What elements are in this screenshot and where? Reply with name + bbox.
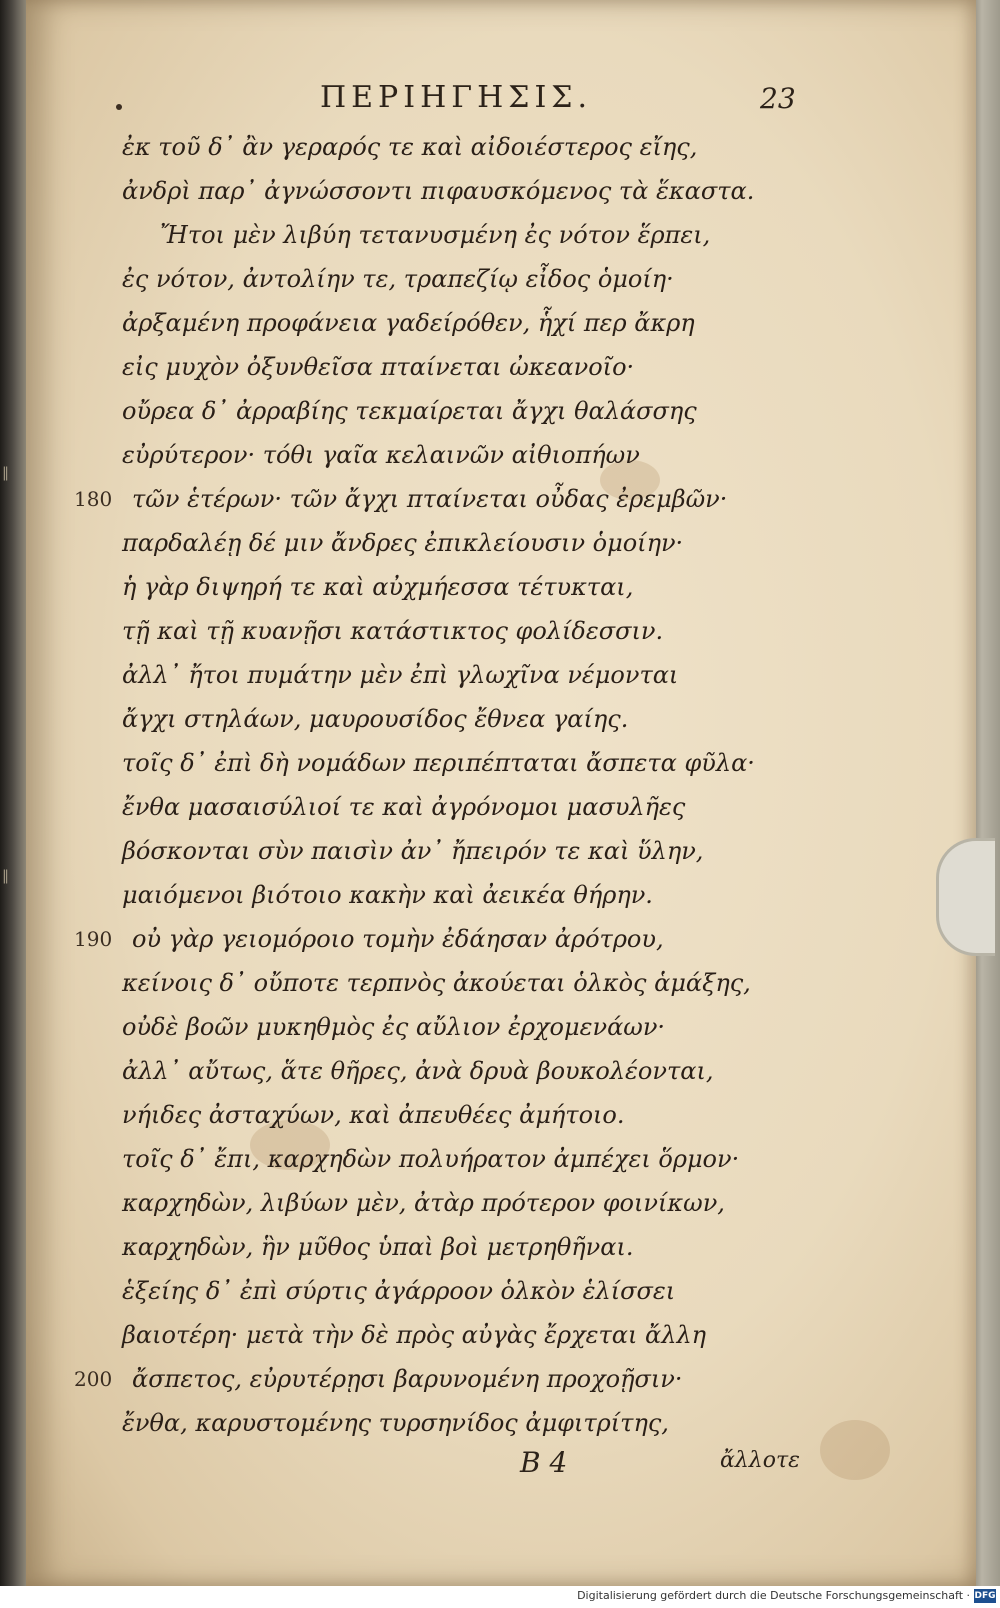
page-clip-tab [936, 838, 995, 956]
text-line: οὔρεα δ᾽ ἀρραβίης τεκμαίρεται ἄγχι θαλάσσης [122, 397, 697, 425]
head-ornament-dot [116, 104, 122, 110]
page-number: 23 [760, 82, 796, 115]
funding-credit: Digitalisierung gefördert durch die Deutsche Forschungsgemeinschaft · [577, 1589, 970, 1602]
book-binding-edge [0, 0, 26, 1586]
text-line: ἐκ τοῦ δ᾽ ἂν γεραρός τε καὶ αἰδοιέστερος εἴης, [122, 133, 698, 161]
text-line: ἔνθα, καρυστομένης τυρσηνίδος ἀμφιτρίτης, [122, 1409, 669, 1437]
text-line: ἡ γὰρ διψηρή τε καὶ αὐχμήεσσα τέτυκται, [122, 573, 634, 601]
verse-number: 200 [74, 1367, 113, 1391]
verse-number: 180 [74, 487, 113, 511]
text-line: ἀνδρὶ παρ᾽ ἀγνώσσοντι πιφαυσκόμενος τὰ ἕκαστα. [122, 177, 755, 205]
text-line: ἀλλ᾽ αὔτως, ἅτε θῆρες, ἀνὰ δρυὰ βουκολέονται, [122, 1057, 714, 1085]
text-line: ἄσπετος, εὐρυτέρῃσι βαρυνομένη προχοῇσιν· [132, 1365, 683, 1393]
catchword: ἄλλοτε [720, 1448, 800, 1473]
verse-number: 190 [74, 927, 113, 951]
text-line: Ἤτοι μὲν λιβύη τετανυσμένη ἐς νότον ἕρπει, [160, 221, 711, 249]
running-head: ΠΕΡΙΗΓΗΣΙΣ. [320, 80, 593, 115]
text-line: ἐς νότον, ἀντολίην τε, τραπεζίῳ εἶδος ὁμοίη· [122, 265, 674, 293]
text-line: τοῖς δ᾽ ἔπι, καρχηδὼν πολυήρατον ἀμπέχει ὅρμον· [122, 1145, 740, 1173]
text-line: ἄγχι στηλάων, μαυρουσίδος ἔθνεα γαίης. [122, 705, 629, 733]
text-line: εὐρύτερον· τόθι γαῖα κελαινῶν αἰθιοπήων [122, 441, 640, 469]
text-line: τῇ καὶ τῇ κυανῇσι κατάστικτος φολίδεσσιν. [122, 617, 664, 645]
text-line: παρδαλέῃ δέ μιν ἄνδρες ἐπικλείουσιν ὁμοίην· [122, 529, 684, 557]
text-line: βαιοτέρη· μετὰ τὴν δὲ πρὸς αὐγὰς ἔρχεται ἄλλη [122, 1321, 707, 1349]
signature-mark: B 4 [520, 1446, 568, 1479]
text-line: τοῖς δ᾽ ἐπὶ δὴ νομάδων περιπέπταται ἄσπετα φῦλα· [122, 749, 755, 777]
text-line: νήιδες ἀσταχύων, καὶ ἀπευθέες ἀμήτοιο. [122, 1101, 625, 1129]
digitization-footer [0, 1586, 1000, 1608]
dfg-logo: DFG [974, 1591, 996, 1601]
text-line: κείνοις δ᾽ οὔποτε τερπνὸς ἀκούεται ὁλκὸς ἁμάξης, [122, 969, 751, 997]
text-line: βόσκονται σὺν παισὶν ἀν᾽ ἤπειρόν τε καὶ ὕλην, [122, 837, 704, 865]
text-line: ἀρξαμένη προφάνεια γαδείρόθεν, ἧχί περ ἄκρη [122, 309, 695, 337]
text-line: οὐδὲ βοῶν μυκηθμὸς ἐς αὔλιον ἐρχομενάων· [122, 1013, 666, 1041]
binding-mark: ‖ [2, 868, 9, 884]
text-line: καρχηδὼν, λιβύων μὲν, ἀτὰρ πρότερον φοινίκων, [122, 1189, 725, 1217]
binding-mark: ‖ [2, 465, 9, 481]
text-line: τῶν ἑτέρων· τῶν ἄγχι πταίνεται οὖδας ἐρεμβῶν· [132, 485, 728, 513]
text-line: ἑξείης δ᾽ ἐπὶ σύρτις ἀγάρροον ὁλκὸν ἑλίσσει [122, 1277, 676, 1305]
text-line: εἰς μυχὸν ὀξυνθεῖσα πταίνεται ὠκεανοῖο· [122, 353, 635, 381]
text-line: οὐ γὰρ γειομόροιο τομὴν ἐδάησαν ἀρότρου, [132, 925, 664, 953]
text-line: ἔνθα μασαισύλιοί τε καὶ ἀγρόνομοι μασυλῆες [122, 793, 686, 821]
text-line: μαιόμενοι βιότοιο κακὴν καὶ ἀεικέα θήρην. [122, 881, 653, 909]
text-line: ἀλλ᾽ ἤτοι πυμάτην μὲν ἐπὶ γλωχῖνα νέμονται [122, 661, 679, 689]
text-line: καρχηδὼν, ἣν μῦθος ὑπαὶ βοὶ μετρηθῆναι. [122, 1233, 634, 1261]
